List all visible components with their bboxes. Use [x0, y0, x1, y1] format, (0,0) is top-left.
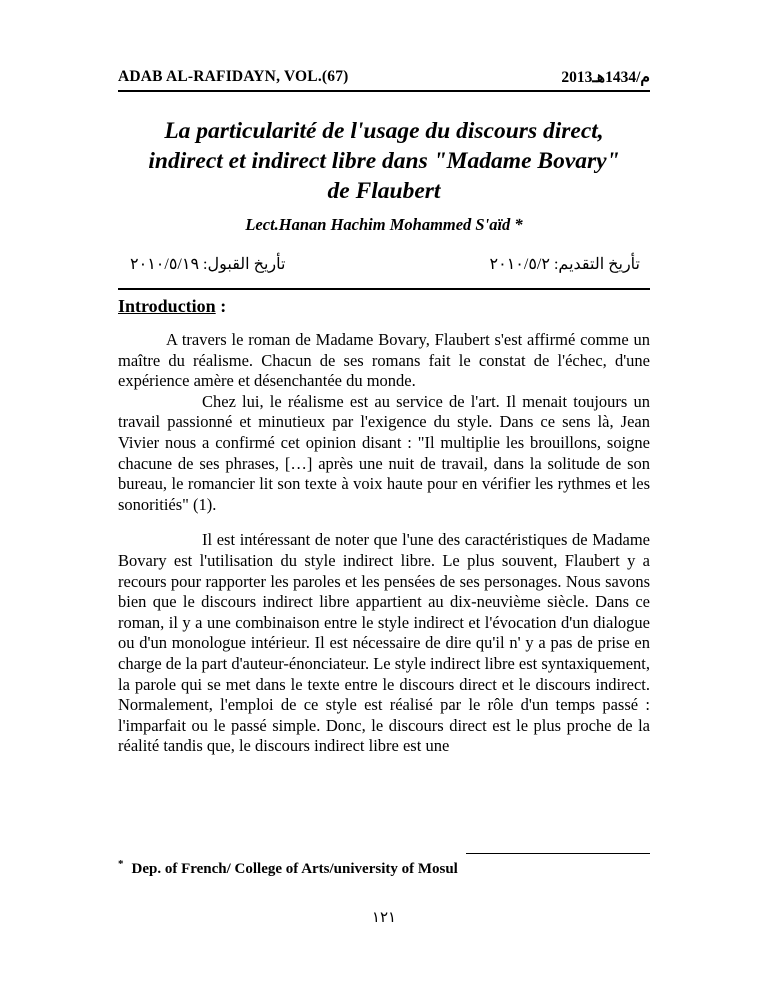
acceptance-date: تأريخ القبول: ٢٠١٠/٥/١٩: [130, 256, 286, 273]
dates-row: [118, 254, 650, 280]
section-heading: [118, 296, 226, 317]
article-title: [100, 116, 668, 206]
section-heading-colon: :: [215, 296, 227, 316]
header-rule: [118, 90, 650, 92]
footnote: [118, 858, 458, 878]
submission-date: تأريخ التقديم: ٢٠١٠/٥/٢: [489, 256, 640, 273]
title-line-1: La particularité de l'usage du discours direct,: [164, 118, 604, 144]
article-body: [118, 330, 650, 757]
paragraph: A travers le roman de Madame Bovary, Flaubert s'est affirmé comme un maître du réalisme. Chacun de ses romans fait le constat de l'échec, d'une expérience amère et désenchantée du monde.: [118, 330, 650, 391]
page-number: ١٢١: [371, 910, 397, 926]
running-header: [118, 68, 650, 96]
journal-year: 2013م/1434هـ: [561, 69, 650, 86]
paragraph: Il est intéressant de noter que l'une des caractéristiques de Madame Bovary est l'utilisation du style indirect libre. Le plus souvent, Flaubert y a recours pour rapporter les paroles et les pensées de ses personages. Nous savons bien que le discours indirect libre appartient au dix-neuvième siècle. Dans ce roman, il y a une combinaison entre le style indirect et l'évocation d'un dialogue ou d'un monologue intérieur. Il est nécessaire de dire qu'il n' y a pas de prise en charge de la part d'auteur-énonciateur. Le style indirect libre est syntaxiquement, la parole qui se met dans le texte entre le discours direct et le discours indirect. Normalement, l'emploi de ce style est réalisé par le rôle d'un temps passé : l'imparfait ou le passé simple. Donc, le discours direct est le plus proche de la réalité tandis que, le discours indirect libre est une: [118, 530, 650, 756]
journal-name: ADAB AL-RAFIDAYN, VOL.(67): [118, 68, 349, 85]
title-line-2: indirect et indirect libre dans "Madame Bovary": [148, 148, 620, 174]
paragraph: Chez lui, le réalisme est au service de l'art. Il menait toujours un travail passionné et minutieux par l'exigence du style. Dans ce sens là, Jean Vivier nous a confirmé cet opinion disant : "Il multiplie les brouillons, soigne chacune de ses phrases, […] après une nuit de travail, dans la solitude de son bureau, le romancier lit son texte à voix haute pour en vérifier les rythmes et les sonoritiés" (1).: [118, 391, 650, 514]
author-line: Lect.Hanan Hachim Mohammed S'aïd *: [245, 215, 523, 234]
footnote-text: Dep. of French/ College of Arts/university of Mosul: [131, 861, 458, 877]
footnote-mark: *: [118, 858, 124, 870]
footnote-rule: [466, 853, 650, 854]
title-line-3: de Flaubert: [327, 178, 441, 204]
dates-rule: [118, 288, 650, 290]
section-heading-label: Introduction: [118, 296, 216, 316]
